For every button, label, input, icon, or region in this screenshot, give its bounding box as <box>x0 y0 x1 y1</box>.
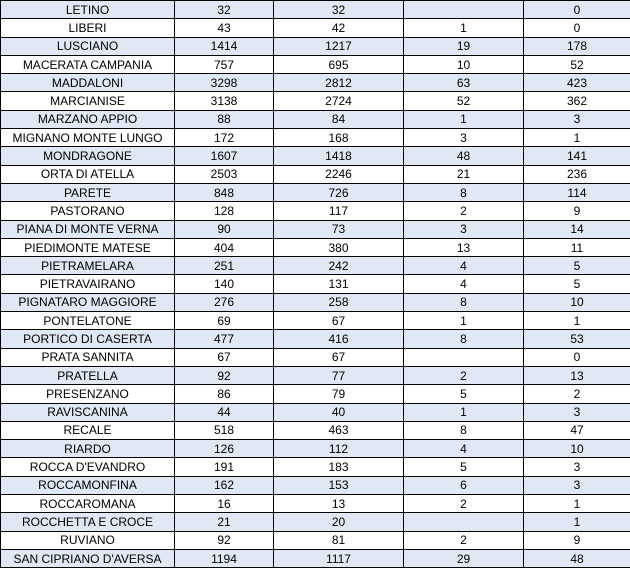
value-col-4-cell: 1 <box>524 129 630 147</box>
table-body <box>1 1 630 568</box>
value-col-1-cell: 404 <box>175 238 274 256</box>
table-row <box>1 513 630 531</box>
value-col-2-cell: 112 <box>274 440 404 458</box>
table-row <box>1 55 630 73</box>
table-row <box>1 238 630 256</box>
value-col-2-cell: 81 <box>274 531 404 549</box>
value-col-1-cell: 1414 <box>175 37 274 55</box>
value-col-3-cell: 10 <box>404 55 524 73</box>
comune-name-cell: RECALE <box>1 421 175 439</box>
value-col-2-cell: 380 <box>274 238 404 256</box>
value-col-1-cell: 276 <box>175 293 274 311</box>
table-row <box>1 312 630 330</box>
table-row <box>1 495 630 513</box>
value-col-1-cell: 88 <box>175 110 274 128</box>
value-col-4-cell: 10 <box>524 293 630 311</box>
value-col-1-cell: 2503 <box>175 165 274 183</box>
value-col-4-cell: 114 <box>524 183 630 201</box>
table-row <box>1 348 630 366</box>
comune-name-cell: MACERATA CAMPANIA <box>1 55 175 73</box>
value-col-4-cell: 3 <box>524 458 630 476</box>
comune-name-cell: ROCCAROMANA <box>1 495 175 513</box>
value-col-1-cell: 128 <box>175 202 274 220</box>
table-row <box>1 92 630 110</box>
value-col-3-cell: 48 <box>404 147 524 165</box>
comune-name-cell: PIGNATARO MAGGIORE <box>1 293 175 311</box>
value-col-4-cell: 3 <box>524 110 630 128</box>
value-col-3-cell: 8 <box>404 330 524 348</box>
table-row <box>1 19 630 37</box>
value-col-4-cell: 1 <box>524 495 630 513</box>
comune-name-cell: PRATELLA <box>1 366 175 384</box>
value-col-3-cell: 5 <box>404 458 524 476</box>
value-col-2-cell: 168 <box>274 129 404 147</box>
value-col-4-cell: 14 <box>524 220 630 238</box>
value-col-2-cell: 131 <box>274 275 404 293</box>
table-row <box>1 403 630 421</box>
table-row <box>1 366 630 384</box>
comune-name-cell: RIARDO <box>1 440 175 458</box>
comune-name-cell: LIBERI <box>1 19 175 37</box>
value-col-2-cell: 416 <box>274 330 404 348</box>
value-col-4-cell: 1 <box>524 312 630 330</box>
table-row <box>1 220 630 238</box>
value-col-2-cell: 13 <box>274 495 404 513</box>
comune-name-cell: ROCCAMONFINA <box>1 476 175 494</box>
comune-name-cell: PASTORANO <box>1 202 175 220</box>
value-col-1-cell: 1194 <box>175 549 274 567</box>
table-row <box>1 440 630 458</box>
value-col-4-cell: 236 <box>524 165 630 183</box>
comune-name-cell: SAN CIPRIANO D'AVERSA <box>1 549 175 567</box>
table-row <box>1 549 630 567</box>
table-row <box>1 202 630 220</box>
value-col-2-cell: 1217 <box>274 37 404 55</box>
value-col-2-cell: 77 <box>274 366 404 384</box>
value-col-3-cell: 13 <box>404 238 524 256</box>
value-col-2-cell: 67 <box>274 312 404 330</box>
value-col-2-cell: 20 <box>274 513 404 531</box>
value-col-3-cell <box>404 513 524 531</box>
value-col-1-cell: 477 <box>175 330 274 348</box>
comune-name-cell: MADDALONI <box>1 74 175 92</box>
value-col-4-cell: 10 <box>524 440 630 458</box>
value-col-2-cell: 242 <box>274 257 404 275</box>
value-col-4-cell: 0 <box>524 1 630 19</box>
comune-name-cell: RUVIANO <box>1 531 175 549</box>
value-col-4-cell: 52 <box>524 55 630 73</box>
value-col-2-cell: 73 <box>274 220 404 238</box>
value-col-1-cell: 162 <box>175 476 274 494</box>
comune-name-cell: PORTICO DI CASERTA <box>1 330 175 348</box>
value-col-3-cell: 4 <box>404 275 524 293</box>
value-col-3-cell: 29 <box>404 549 524 567</box>
value-col-2-cell: 183 <box>274 458 404 476</box>
value-col-2-cell: 2724 <box>274 92 404 110</box>
value-col-2-cell: 40 <box>274 403 404 421</box>
value-col-3-cell <box>404 1 524 19</box>
value-col-1-cell: 32 <box>175 1 274 19</box>
value-col-4-cell: 13 <box>524 366 630 384</box>
table-row <box>1 129 630 147</box>
comune-name-cell: ORTA DI ATELLA <box>1 165 175 183</box>
value-col-1-cell: 90 <box>175 220 274 238</box>
comune-name-cell: PIEDIMONTE MATESE <box>1 238 175 256</box>
value-col-3-cell: 4 <box>404 257 524 275</box>
comune-name-cell: MARCIANISE <box>1 92 175 110</box>
value-col-4-cell: 141 <box>524 147 630 165</box>
table-row <box>1 330 630 348</box>
table-row <box>1 275 630 293</box>
value-col-3-cell: 2 <box>404 531 524 549</box>
value-col-2-cell: 117 <box>274 202 404 220</box>
table-row <box>1 147 630 165</box>
value-col-3-cell: 63 <box>404 74 524 92</box>
value-col-1-cell: 44 <box>175 403 274 421</box>
value-col-2-cell: 153 <box>274 476 404 494</box>
value-col-1-cell: 757 <box>175 55 274 73</box>
comune-name-cell: PRATA SANNITA <box>1 348 175 366</box>
comune-name-cell: MONDRAGONE <box>1 147 175 165</box>
value-col-2-cell: 463 <box>274 421 404 439</box>
value-col-1-cell: 16 <box>175 495 274 513</box>
value-col-4-cell: 48 <box>524 549 630 567</box>
table-row <box>1 257 630 275</box>
table-row <box>1 421 630 439</box>
value-col-3-cell: 2 <box>404 495 524 513</box>
value-col-4-cell: 53 <box>524 330 630 348</box>
value-col-3-cell: 2 <box>404 202 524 220</box>
value-col-2-cell: 2246 <box>274 165 404 183</box>
value-col-3-cell: 52 <box>404 92 524 110</box>
value-col-3-cell: 3 <box>404 129 524 147</box>
value-col-2-cell: 258 <box>274 293 404 311</box>
value-col-4-cell: 3 <box>524 403 630 421</box>
value-col-3-cell: 19 <box>404 37 524 55</box>
value-col-3-cell: 8 <box>404 183 524 201</box>
table-row <box>1 531 630 549</box>
value-col-4-cell: 11 <box>524 238 630 256</box>
table-row <box>1 37 630 55</box>
comune-name-cell: PIETRAVAIRANO <box>1 275 175 293</box>
value-col-4-cell: 3 <box>524 476 630 494</box>
comune-name-cell: MIGNANO MONTE LUNGO <box>1 129 175 147</box>
value-col-2-cell: 84 <box>274 110 404 128</box>
value-col-4-cell: 423 <box>524 74 630 92</box>
value-col-2-cell: 67 <box>274 348 404 366</box>
value-col-2-cell: 1418 <box>274 147 404 165</box>
value-col-4-cell: 1 <box>524 513 630 531</box>
value-col-2-cell: 726 <box>274 183 404 201</box>
comune-name-cell: RAVISCANINA <box>1 403 175 421</box>
value-col-4-cell: 5 <box>524 275 630 293</box>
value-col-3-cell: 6 <box>404 476 524 494</box>
value-col-1-cell: 69 <box>175 312 274 330</box>
value-col-1-cell: 3138 <box>175 92 274 110</box>
value-col-3-cell: 1 <box>404 19 524 37</box>
table-row <box>1 74 630 92</box>
value-col-2-cell: 695 <box>274 55 404 73</box>
value-col-4-cell: 47 <box>524 421 630 439</box>
value-col-2-cell: 42 <box>274 19 404 37</box>
comune-name-cell: ROCCA D'EVANDRO <box>1 458 175 476</box>
value-col-3-cell: 21 <box>404 165 524 183</box>
value-col-1-cell: 251 <box>175 257 274 275</box>
value-col-4-cell: 0 <box>524 19 630 37</box>
table-row <box>1 458 630 476</box>
value-col-3-cell: 3 <box>404 220 524 238</box>
value-col-1-cell: 21 <box>175 513 274 531</box>
table-row <box>1 1 630 19</box>
value-col-4-cell: 0 <box>524 348 630 366</box>
value-col-4-cell: 9 <box>524 202 630 220</box>
value-col-3-cell: 4 <box>404 440 524 458</box>
value-col-1-cell: 848 <box>175 183 274 201</box>
value-col-1-cell: 92 <box>175 366 274 384</box>
comune-name-cell: PIETRAMELARA <box>1 257 175 275</box>
value-col-1-cell: 67 <box>175 348 274 366</box>
comune-name-cell: PIANA DI MONTE VERNA <box>1 220 175 238</box>
value-col-3-cell: 5 <box>404 385 524 403</box>
value-col-4-cell: 2 <box>524 385 630 403</box>
value-col-2-cell: 79 <box>274 385 404 403</box>
value-col-4-cell: 9 <box>524 531 630 549</box>
value-col-2-cell: 2812 <box>274 74 404 92</box>
value-col-2-cell: 32 <box>274 1 404 19</box>
value-col-3-cell: 1 <box>404 312 524 330</box>
value-col-1-cell: 126 <box>175 440 274 458</box>
value-col-1-cell: 86 <box>175 385 274 403</box>
value-col-1-cell: 518 <box>175 421 274 439</box>
table-row <box>1 165 630 183</box>
comune-name-cell: PARETE <box>1 183 175 201</box>
value-col-3-cell: 2 <box>404 366 524 384</box>
value-col-1-cell: 3298 <box>175 74 274 92</box>
value-col-1-cell: 43 <box>175 19 274 37</box>
table-row <box>1 110 630 128</box>
value-col-3-cell: 1 <box>404 110 524 128</box>
value-col-3-cell: 8 <box>404 421 524 439</box>
value-col-1-cell: 191 <box>175 458 274 476</box>
value-col-1-cell: 1607 <box>175 147 274 165</box>
value-col-1-cell: 140 <box>175 275 274 293</box>
table-row <box>1 183 630 201</box>
comune-name-cell: LETINO <box>1 1 175 19</box>
table-row <box>1 385 630 403</box>
value-col-1-cell: 92 <box>175 531 274 549</box>
value-col-4-cell: 178 <box>524 37 630 55</box>
value-col-2-cell: 1117 <box>274 549 404 567</box>
value-col-4-cell: 5 <box>524 257 630 275</box>
comune-name-cell: LUSCIANO <box>1 37 175 55</box>
comune-name-cell: PRESENZANO <box>1 385 175 403</box>
value-col-3-cell <box>404 348 524 366</box>
value-col-3-cell: 8 <box>404 293 524 311</box>
value-col-4-cell: 362 <box>524 92 630 110</box>
value-col-3-cell: 1 <box>404 403 524 421</box>
comune-name-cell: PONTELATONE <box>1 312 175 330</box>
comune-name-cell: ROCCHETTA E CROCE <box>1 513 175 531</box>
table-row <box>1 293 630 311</box>
table-row <box>1 476 630 494</box>
value-col-1-cell: 172 <box>175 129 274 147</box>
comune-name-cell: MARZANO APPIO <box>1 110 175 128</box>
